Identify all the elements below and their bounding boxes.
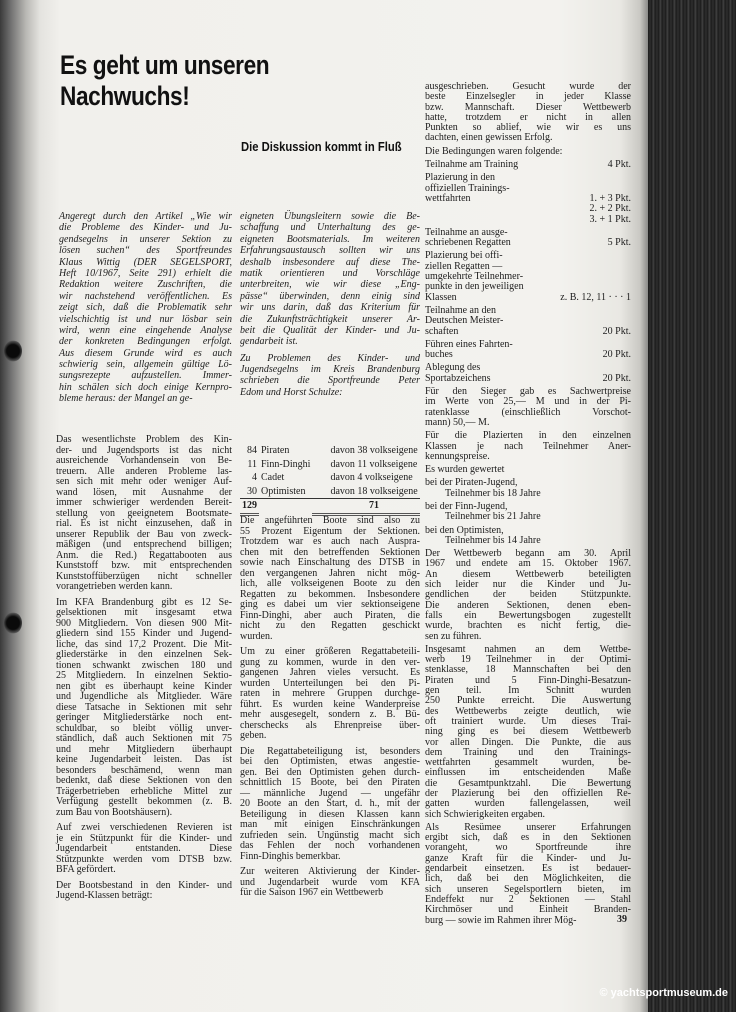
text-line: ging es dabei um vier sektionseigene: [240, 599, 420, 610]
text-line: oft trainiert wurde. Um dieses Trai-: [425, 715, 631, 727]
text-line: 1967 und endete am 15. Oktober 1967.: [425, 558, 631, 570]
paragraph: [425, 465, 631, 475]
article-title: [60, 50, 269, 112]
paragraph: [425, 645, 631, 820]
conditions-list: [425, 160, 631, 384]
text-line: geringer Mitgliederstärke noch ent-: [56, 712, 232, 723]
text-line: vorangeht, wo Sportfreunde ihre: [425, 842, 631, 854]
condition-label: [425, 228, 511, 249]
text-line: 900 Mitgliedern. Von diesen 900 Mit-: [56, 617, 232, 629]
text-line: gendlichen der beiden Stützpunkte.: [425, 589, 631, 601]
text-line: — männliche Jugend — ungefähr: [240, 787, 420, 799]
text-line: vorangetrieben werden kann.: [56, 581, 173, 592]
text-line: Kunststoff bzw. mit entsprechenden: [56, 560, 232, 571]
text-line: sich unseren Segelsportlern bieten, im: [425, 883, 631, 895]
binding-hole: [4, 612, 22, 634]
text-line: Punkten so ablief, wie wir es uns: [425, 122, 631, 134]
paragraph: [425, 82, 631, 144]
text-line: schaffung und Unterhaltung des ge-: [240, 222, 420, 234]
text-line: ergibt sich, daß es in den Sektionen: [425, 832, 631, 844]
boat-class: Piraten: [261, 445, 290, 457]
text-line: Klassen je nach Teilnehmer Aner-: [425, 440, 631, 452]
text-line: Zur weiteren Aktivierung der Kinder-: [240, 866, 420, 877]
boat-volkseigen: davon 11 volkseigene: [330, 458, 418, 470]
paragraph: [425, 387, 631, 428]
text-line: kennungspreise.: [425, 450, 490, 462]
text-line: umgekehrte Teilnehmer-: [425, 271, 524, 283]
text-line: 1. + 3 Pkt.: [589, 192, 631, 204]
condition-row: [425, 160, 631, 170]
paragraph: [240, 516, 420, 642]
text-line: Regatten zu bekommen. Insbesondere: [240, 588, 420, 600]
text-line: und Jugendliche als Mitglieder. Wäre: [56, 691, 232, 702]
text-line: zufrieden sein. Ungünstig macht sich: [240, 829, 420, 841]
text-line: dem Training und den Trainings-: [425, 746, 631, 758]
text-line: Klaus Wittig (DER SEGELSPORT,: [59, 256, 232, 268]
text-line: eigneten Übungsleitern sowie die Be-: [240, 211, 420, 222]
text-line: Finn-Dinghis bemerkbar.: [240, 850, 341, 862]
text-line: tionen schwankt zwischen 180 und: [56, 659, 232, 671]
text-line: gangenen Jahren vieles versucht. Es: [240, 667, 420, 678]
text-line: pässe“ überwinden, denn einig sind: [240, 290, 420, 302]
text-line: diese Tatsache in Sektionen mit sehr: [56, 701, 232, 713]
text-line: hatte, trotzdem er nicht in allen: [425, 111, 631, 123]
text-line: Der Bootsbestand in den Kinder- und: [56, 879, 232, 891]
text-line: Teilnahme am Training: [425, 159, 519, 171]
boat-class: Optimisten: [259, 485, 312, 499]
middle-intro-paragraphs: [240, 211, 420, 398]
text-line: werb 19 Teilnehmer in der Optimi-: [425, 654, 631, 666]
text-line: Die Bedingungen waren folgende:: [425, 145, 563, 157]
text-line: wand lösen, mit Ausnahme der: [56, 486, 232, 498]
text-line: burg — sowie im Rahmen ihrer Mög-: [425, 914, 577, 926]
right-top-text: [425, 82, 631, 157]
text-line: beste Einzelsegler in jeder Klasse: [425, 91, 631, 103]
text-line: unserer Republik der Bau von zweck-: [56, 528, 232, 540]
condition-row: [425, 228, 631, 249]
text-line: wettfahrten gesammelt wurden, be-: [425, 757, 631, 769]
text-line: gen. Bei den Optimisten gehen durch-: [240, 766, 420, 778]
text-line: ausgeschrieben. Gesucht wurde der: [425, 81, 631, 92]
text-line: Deutschen Meister-: [425, 315, 504, 327]
boat-row: [240, 471, 420, 485]
text-line: gelsektionen mit insgesamt etwa: [56, 607, 232, 618]
text-line: wird, wenn eine eingehende Analyse: [59, 324, 232, 336]
text-line: 20 Pkt.: [602, 349, 631, 361]
paragraph: [59, 211, 232, 405]
text-line: BFA gefördert.: [56, 864, 116, 875]
text-line: zum Bau von Bootshäusern).: [56, 806, 173, 818]
condition-row: [425, 306, 631, 337]
text-line: schuldbar, so bleibt völlig unver-: [56, 722, 232, 734]
text-line: führt. Es wurden keine Wanderpreise: [240, 698, 420, 710]
text-line: Anm. die Red.) Regattabooten aus: [56, 549, 232, 561]
text-line: wir uns darin, daß das Kriterium für: [240, 302, 420, 314]
paragraph: [56, 881, 232, 902]
text-line: 20 Pkt.: [602, 372, 631, 384]
text-line: Um zu einer größeren Regattabeteili-: [240, 646, 420, 657]
text-line: der konkreten Bedingungen erfolgt.: [59, 336, 232, 348]
text-line: den vergangenen Jahren nicht mög-: [240, 567, 420, 579]
text-line: schaften: [425, 325, 459, 337]
text-line: dachten, einen gewissen Erfolg.: [425, 132, 553, 144]
text-line: vielschichtig ist und nur lösbar sein: [59, 313, 232, 325]
text-line: Finn-Dinghi, aber auch Piraten, die: [240, 609, 420, 621]
text-line: 3. + 1 Pkt.: [589, 213, 631, 225]
boat-count: 11: [247, 458, 257, 470]
text-line: gatten wurden fallengelassen, weil: [425, 798, 631, 810]
condition-label: [425, 306, 503, 337]
right-bottom-text: [425, 549, 631, 926]
text-line: Jugendsegelns im Kreis Brandenburg: [240, 364, 420, 376]
text-line: schrieben die Sportfreunde Peter: [240, 375, 420, 387]
text-line: stellung von geeignetem Bootsmate-: [56, 507, 232, 519]
text-line: treuern. Alle anderen Probleme las-: [56, 465, 232, 477]
text-line: das Fehlen der noch vorhandenen: [240, 840, 420, 851]
text-line: Der Wettbewerb begann am 30. April: [425, 548, 631, 560]
text-line: schnittlich 15 Boote, bei den Piraten: [240, 777, 420, 788]
book-page-edges: [648, 0, 736, 1012]
text-line: hin schälen sich doch einige Kernpro-: [59, 381, 232, 393]
text-line: 250 Punkte erreicht. Die Auswertung: [425, 695, 631, 707]
text-line: nicht zu den Regatten geschickt: [240, 620, 420, 631]
text-line: ausreichende Vorhandensein von Be-: [56, 455, 232, 466]
boat-class: Finn-Dinghi: [261, 458, 311, 470]
condition-points: [560, 251, 631, 302]
text-line: matik orientieren und Vorschläge: [240, 267, 420, 279]
text-line: Zu Problemen des Kinder- und: [240, 352, 420, 364]
text-line: bedenkt, daß diese Sektionen von den: [56, 775, 232, 786]
text-line: Kunststoffüberzügen nicht schneller: [56, 570, 232, 582]
category-item: [425, 502, 631, 523]
text-line: mäßigen (und entsprechend billigen;: [56, 539, 232, 550]
category-detail: Teilnehmer bis 18 Jahre: [445, 487, 541, 499]
text-line: sowie nach Einschaltung des DTSB in: [240, 557, 420, 568]
paragraph: [425, 147, 631, 157]
text-line: wurden Unterteilungen bei den Pi-: [240, 677, 420, 689]
text-line: Führen eines Fahrten-: [425, 338, 513, 350]
text-line: zeigt sich, daß die Problematik sehr: [59, 302, 232, 314]
text-line: lich, daß bei den Möglichkeiten, die: [425, 873, 631, 885]
paragraph: [425, 823, 631, 926]
text-line: Endeffekt nur 2 Sektionen — Stahl: [425, 893, 631, 905]
text-line: Sportabzeichens: [425, 372, 491, 384]
title-line: Nachwuchs!: [60, 81, 190, 111]
boat-class: Cadet: [261, 472, 285, 484]
text-line: Die angeführten Boote sind also zu: [240, 515, 420, 526]
text-line: man mit einigen Einschränkungen: [240, 819, 420, 830]
text-line: Piraten und 5 Finn-Dinghi-Besatzun-: [425, 674, 631, 686]
text-line: je ein Stützpunkt für die Kinder- und: [56, 832, 232, 844]
paragraph: [240, 353, 420, 399]
middle-intro-text: [240, 211, 420, 403]
category-item: [425, 526, 631, 547]
text-line: An diesem Wettbewerb beteiligten: [425, 568, 631, 580]
text-line: wurden.: [240, 630, 273, 642]
condition-label: [425, 340, 513, 361]
paragraph: [425, 549, 631, 642]
text-line: gliedern sind 155 Kinder und Jugend-: [56, 628, 232, 639]
category-group: bei der Piraten-Jugend,: [425, 477, 518, 489]
category-group: bei den Optimisten,: [425, 524, 504, 536]
text-line: und Jugendarbeit wurde vom KFA: [240, 876, 420, 888]
text-line: Auf zwei verschiedenen Revieren ist: [56, 822, 232, 833]
paragraph: [425, 431, 631, 462]
text-line: Angeregt durch den Artikel „Wie wir: [59, 211, 232, 222]
text-line: Für den Sieger gab es Sachwertpreise: [425, 386, 631, 398]
text-line: bzw. Mannschaft. Dieser Wettbewerb: [425, 101, 631, 113]
text-line: Stützpunkte werden vom DTSB bzw.: [56, 853, 232, 865]
text-line: Heft 10/1967, Seite 291) erhielt die: [59, 267, 232, 279]
middle-body-text: [240, 516, 420, 904]
text-line: die Gesamtpunktzahl. Die Bewertung: [425, 777, 631, 789]
text-line: Beteiligung in diesen Klassen kann: [240, 808, 420, 820]
left-intro-text: [59, 211, 232, 410]
text-line: mehr ausgesegelt, sondern z. B. Bü-: [240, 709, 420, 720]
text-line: raten in mehrere Gruppen durchge-: [240, 688, 420, 699]
text-line: wir nachstehend veröffentlichen. Es: [59, 290, 232, 302]
text-line: Insgesamt nahmen an dem Wettbe-: [425, 643, 631, 655]
text-line: 20 Pkt.: [602, 325, 631, 337]
text-line: Aus diesem Grunde wird es auch: [59, 347, 232, 359]
category-detail: Teilnehmer bis 14 Jahre: [445, 534, 541, 546]
text-line: Jugend-Klassen beträgt:: [56, 890, 153, 901]
text-line: und mehr Mitgliedern überhaupt: [56, 743, 232, 755]
boat-volkseigen: davon 18 volkseigene: [312, 485, 419, 499]
condition-points: [608, 160, 631, 170]
condition-row: [425, 340, 631, 361]
text-line: Für die Plazierten in den einzelnen: [425, 430, 631, 442]
boat-inventory-table: [240, 444, 420, 516]
text-line: der- und Jugendsports ist das nicht: [56, 444, 232, 456]
text-line: Redaktion weitere Zuschriften, die: [59, 279, 232, 291]
condition-points: [590, 173, 631, 224]
text-line: Plazierung bei offi-: [425, 250, 503, 262]
text-line: Teilnahme an ausge-: [425, 226, 508, 238]
text-line: sich Schwierigkeiten ergaben.: [425, 808, 546, 820]
text-line: sich leider nur die Kinder und Ju-: [425, 579, 631, 591]
text-line: 4 Pkt.: [607, 159, 631, 171]
text-line: rial. Es ist nicht einzusehen, daß in: [56, 518, 232, 529]
paragraph: [240, 867, 420, 899]
text-line: vor allen Dingen. Die Punkte, die aus: [425, 736, 631, 748]
text-line: gendsegelns in unserer Sektion zu: [59, 233, 232, 245]
text-line: ganze Kraft für die Kinder- und Ju-: [425, 852, 631, 864]
text-line: lösen suchen“ des Sportfreundes: [59, 245, 232, 257]
text-line: bei den Optimisten, etwas angestie-: [240, 756, 420, 767]
age-categories: [425, 478, 631, 546]
spacer: [259, 499, 312, 515]
paragraph: [240, 647, 420, 742]
text-line: lich, alle volkseigenen Boote zu den: [240, 578, 420, 589]
text-line: Klassen: [425, 291, 457, 303]
watermark: © yachtsportmuseum.de: [599, 987, 728, 999]
title-line: Es geht um unseren: [60, 50, 270, 80]
text-line: punkte in den jeweiligen: [425, 281, 524, 293]
paragraph: [56, 823, 232, 876]
text-line: Kirchmöser und Einheit Branden-: [425, 904, 631, 916]
text-line: 55 Prozent Eigentum der Sektionen.: [240, 525, 420, 537]
paragraph: [240, 747, 420, 863]
left-body-text: [56, 435, 232, 907]
text-line: Trägerbetrieben erhebliche Mittel zur: [56, 785, 232, 797]
text-line: Als Resümee unserer Erfahrungen: [425, 821, 631, 833]
condition-label: [425, 251, 524, 302]
text-line: deshalb insbesondere auf diese The-: [240, 256, 420, 268]
right-column: [425, 82, 631, 929]
text-line: gendarbeit ist.: [240, 336, 298, 348]
text-line: im Werte von 25,— M und in der Pi-: [425, 396, 631, 408]
condition-label: [425, 173, 510, 224]
text-line: nen gibt es überhaupt keine Kinder: [56, 680, 232, 692]
text-line: bleme heraus: der Mangel an ge-: [59, 393, 193, 405]
text-line: Erfahrungsaustausch sollten wir uns: [240, 245, 420, 257]
text-line: mann) 50,— M.: [425, 416, 490, 428]
boat-row: [240, 458, 420, 472]
text-line: Das wesentlichste Problem des Kin-: [56, 434, 232, 445]
paragraph: [240, 211, 420, 348]
text-line: liche, das sind 17,2 Prozent. Die Mit-: [56, 638, 232, 650]
boat-row: [240, 444, 420, 458]
category-group: bei der Finn-Jugend,: [425, 500, 508, 512]
condition-points: [603, 340, 631, 361]
text-line: 2. + 2 Pkt.: [589, 203, 631, 215]
condition-points: [603, 306, 631, 337]
paragraph: [56, 598, 232, 819]
condition-label: [425, 160, 518, 170]
text-line: Trotzdem war es auch nach Auspra-: [240, 536, 420, 547]
category-item: [425, 478, 631, 499]
text-line: gen teil. Im Schnitt wurden: [425, 685, 631, 697]
boat-volkseigen: davon 38 volkseigene: [330, 445, 418, 457]
text-line: eigneten Bootsmaterials. Im weiteren: [240, 233, 420, 245]
boat-row: [240, 485, 420, 499]
boat-count: 30: [240, 485, 259, 499]
boat-total-row: [240, 499, 420, 515]
text-line: Die anderen Sektionen, denen eben-: [425, 599, 631, 611]
text-line: z. B. 12, 11 · · · 1: [560, 291, 631, 303]
text-line: cherschecks als Ehrenpreise über-: [240, 719, 420, 731]
condition-row: [425, 363, 631, 384]
text-line: sen sich mit mehr oder weniger Auf-: [56, 476, 232, 487]
text-line: falls ein Bewertungsbogen zugestellt: [425, 609, 631, 621]
boat-count: 84: [247, 445, 257, 457]
text-line: 20 Boote an den Start, d. h., mit der: [240, 798, 420, 809]
text-line: für die Saison 1967 ein Wettbewerb: [240, 887, 384, 898]
text-line: Ablegung des: [425, 362, 481, 374]
condition-points: [608, 228, 631, 249]
text-line: ning ging es bei diesem Wettbewerb: [425, 726, 631, 738]
text-line: einflussen im entscheidenden Maße: [425, 767, 631, 779]
text-line: 25 Mitgliedern. In einzelnen Sektio-: [56, 670, 232, 681]
text-line: gung zu kommen, wurde in den ver-: [240, 656, 420, 668]
text-line: Verfügung gestellt bekommen (z. B.: [56, 796, 232, 807]
text-line: schwierig sein, allgemein gültige Lö-: [59, 359, 232, 371]
boat-count: 4: [252, 472, 257, 484]
text-line: wurde, brachten es nicht fertig, die-: [425, 620, 631, 632]
text-line: schriebenen Regatten: [425, 237, 511, 249]
right-mid-text: [425, 387, 631, 475]
total-volkseigen: 71: [312, 499, 419, 515]
text-line: Jugendarbeit entstanden. Diese: [56, 843, 232, 854]
text-line: keine Jugendarbeit leisten. Das ist: [56, 754, 232, 765]
text-line: ratenklasse (einschließlich Vorschot-: [425, 406, 631, 418]
text-line: Die Regattabeteiligung ist, besonders: [240, 745, 420, 757]
text-line: geben.: [240, 730, 267, 741]
text-line: chen mit den betreffenden Sektionen: [240, 546, 420, 558]
category-detail: Teilnehmer bis 21 Jahre: [445, 511, 541, 523]
text-line: die Probleme des Kinder- und Ju-: [59, 222, 232, 234]
text-line: Teilnahme an den: [425, 304, 496, 316]
text-line: gendarbeit einsetzen. Es ist bedauer-: [425, 863, 631, 875]
page-number: 39: [617, 914, 627, 925]
text-line: Edom und Horst Schulze:: [240, 386, 343, 398]
text-line: buches: [425, 349, 453, 361]
text-line: beit die Qualität der Kinder- und Ju-: [240, 324, 420, 336]
text-line: unterbreiten, wie wir diese „Eng-: [240, 279, 420, 291]
condition-row: [425, 251, 631, 302]
article-subtitle: Die Diskussion kommt in Fluß: [241, 140, 402, 154]
text-line: wettfahrten: [425, 192, 471, 204]
text-line: gliederstärke in den einzelnen Sek-: [56, 649, 232, 660]
total-count: 129: [240, 499, 259, 515]
text-line: stenklasse, 18 Mannschaften bei den: [425, 664, 631, 676]
text-line: immer schwieriger werdenden Bereit-: [56, 497, 232, 508]
paragraph: [56, 435, 232, 593]
text-line: ziellen Regatten —: [425, 260, 503, 272]
binding-hole: [4, 340, 22, 362]
text-line: Im KFA Brandenburg gibt es 12 Se-: [56, 596, 232, 608]
condition-label: [425, 363, 491, 384]
condition-row: [425, 173, 631, 224]
condition-points: [603, 363, 631, 384]
text-line: des Wettbewerbs zeigte deutlich, wie: [425, 705, 631, 717]
text-line: der Plazierung bei den offiziellen Re-: [425, 788, 631, 799]
text-line: Es wurden gewertet: [425, 464, 505, 476]
text-line: besonders beschämend, wenn man: [56, 764, 232, 776]
text-line: 5 Pkt.: [607, 237, 631, 249]
boat-volkseigen: davon 4 volkseigene: [330, 472, 413, 484]
text-line: die Zukunftsträchtigkeit unserer Ar-: [240, 313, 420, 325]
text-line: sungsrezepte aufzustellen. Immer-: [59, 370, 232, 382]
text-line: offiziellen Trainings-: [425, 182, 510, 194]
text-line: ständlich, daß auch Sektionen mit 75: [56, 733, 232, 744]
text-line: sen zu führen.: [425, 630, 482, 642]
text-line: Plazierung in den: [425, 172, 495, 184]
